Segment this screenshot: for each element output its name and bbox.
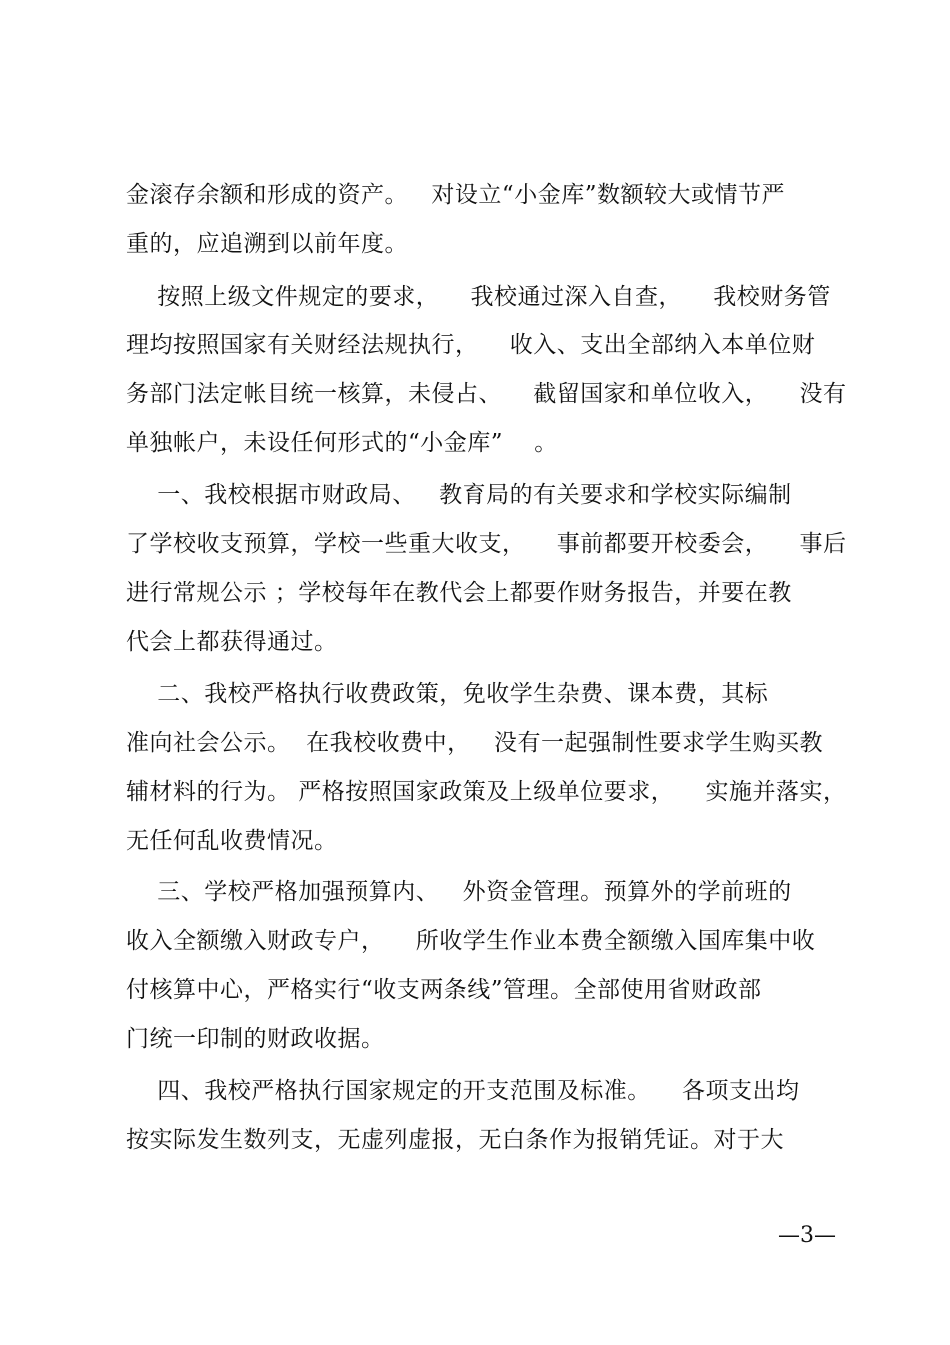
- text-line: 理均按照国家有关财经法规执行， 收入、支出全部纳入本单位财: [126, 332, 816, 358]
- text-line: 代会上都获得通过。: [126, 629, 338, 655]
- text-line: 四、我校严格执行国家规定的开支范围及标准。 各项支出均: [126, 1078, 800, 1104]
- text-line: 准向社会公示。 在我校收费中， 没有一起强制性要求学生购买教: [126, 730, 824, 756]
- text-line: 三、学校严格加强预算内、 外资金管理。预算外的学前班的: [126, 879, 792, 905]
- text-line: 务部门法定帐目统一核算，未侵占、 截留国家和单位收入， 没有: [126, 381, 847, 407]
- text-line: 收入全额缴入财政专户， 所收学生作业本费全额缴入国库集中收: [126, 928, 816, 954]
- text-line: 进行常规公示 ；学校每年在教代会上都要作财务报告，并要在教: [126, 580, 792, 606]
- text-line: 门统一印制的财政收据。: [126, 1026, 385, 1052]
- text-line: 按照上级文件规定的要求， 我校通过深入自查， 我校财务管: [126, 284, 831, 310]
- text-line: 二、我校严格执行收费政策，免收学生杂费、课本费，其标: [126, 681, 769, 707]
- text-line: 按实际发生数列支，无虚列虚报，无白条作为报销凭证。对于大: [126, 1127, 784, 1153]
- text-line: 金滚存余额和形成的资产。 对设立“小金库”数额较大或情节严: [126, 182, 785, 208]
- text-line: 一、我校根据市财政局、 教育局的有关要求和学校实际编制: [126, 482, 792, 508]
- text-line: 重的，应追溯到以前年度。: [126, 231, 408, 257]
- text-line: 无任何乱收费情况。: [126, 828, 338, 854]
- page-number: —3—: [778, 1223, 836, 1248]
- text-line: 了学校收支预算，学校一些重大收支， 事前都要开校委会， 事后: [126, 531, 847, 557]
- text-line: 付核算中心，严格实行“收支两条线”管理。全部使用省财政部: [126, 977, 762, 1003]
- text-line: 单独帐户，未设任何形式的“小金库” 。: [126, 430, 558, 456]
- text-line: 辅材料的行为。 严格按照国家政策及上级单位要求， 实施并落实，: [126, 779, 847, 805]
